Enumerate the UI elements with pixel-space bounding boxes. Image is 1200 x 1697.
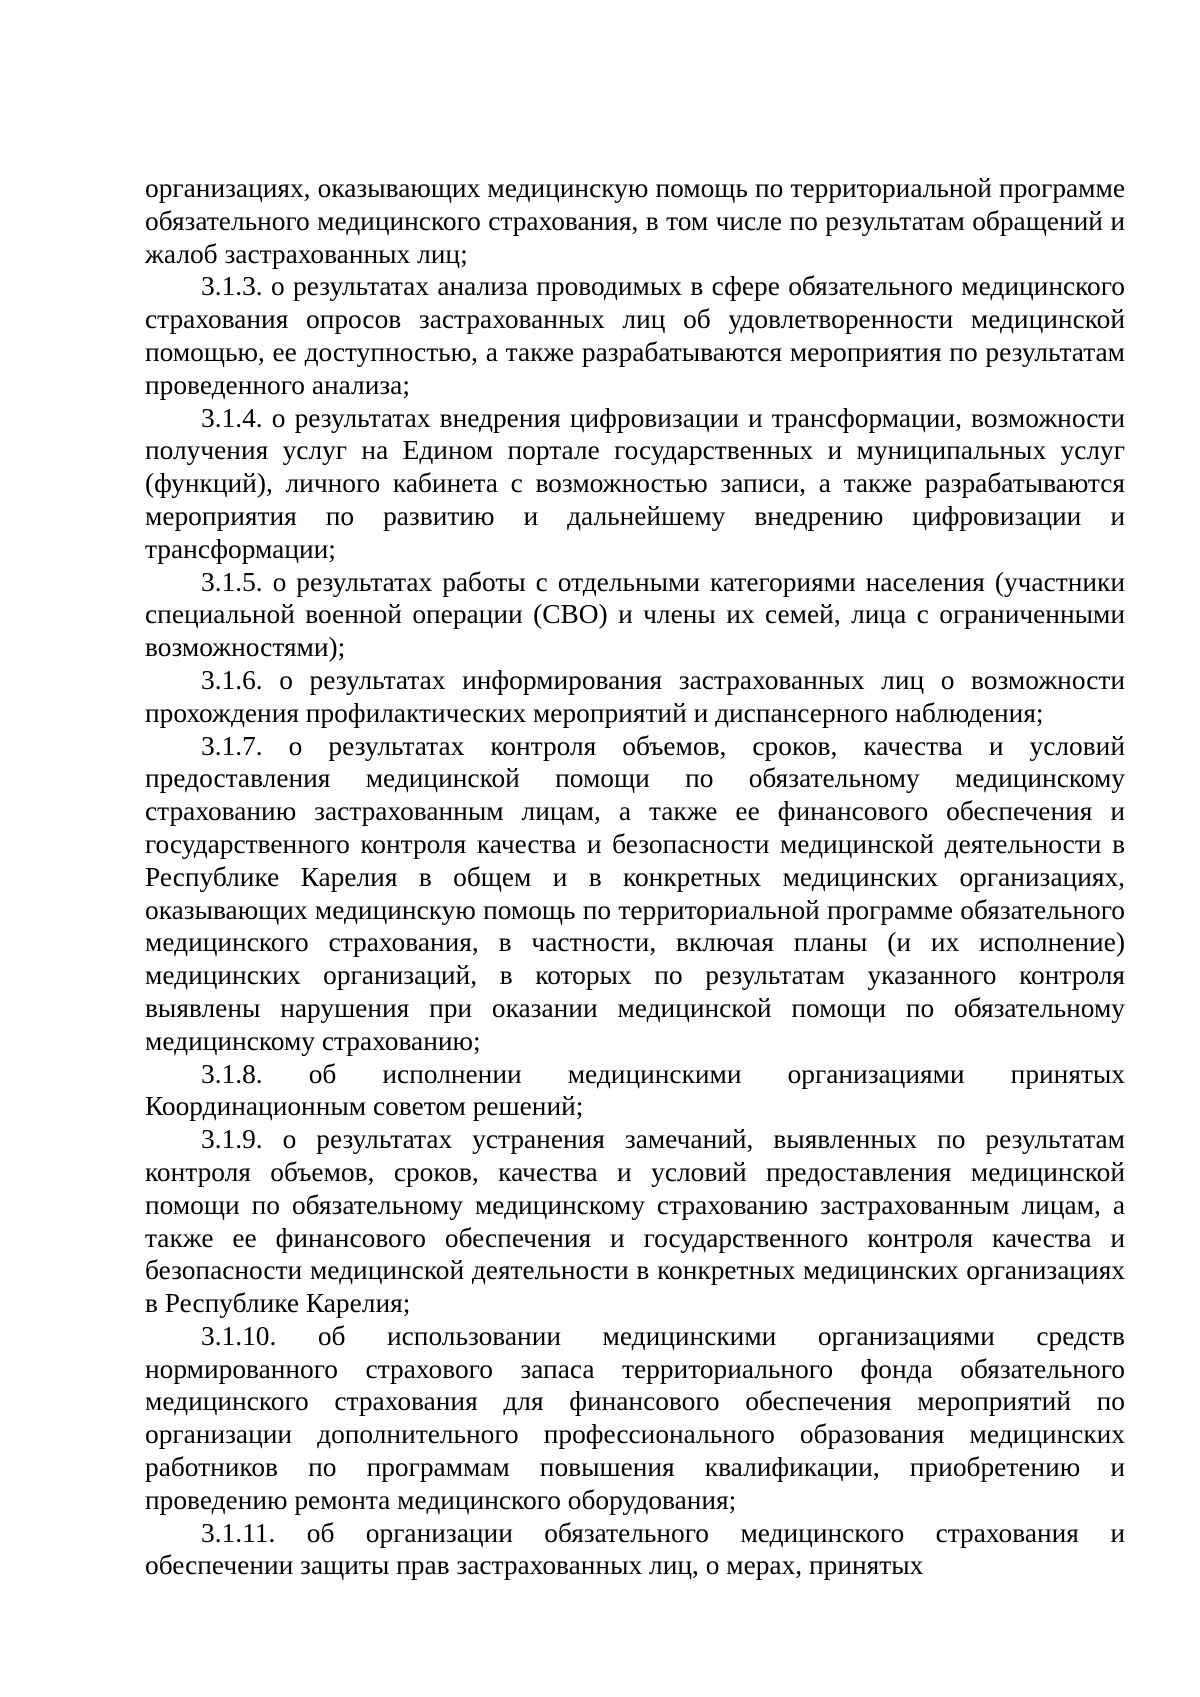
paragraph-3-1-10: 3.1.10. об использовании медицинскими организациями средств нормированного страхового запаса территориального фонда обязательного медицинского страхования для финансового обеспечения мероприятий по организации дополнительного профессионального образования медицинских работников по программам повышения квалификации, приобретению и проведению ремонта медицинского оборудования;: [145, 1320, 1125, 1515]
paragraph-3-1-6: 3.1.6. о результатах информирования застрахованных лиц о возможности прохождения профилактических мероприятий и диспансерного наблюдения;: [145, 664, 1125, 728]
paragraph-3-1-7: 3.1.7. о результатах контроля объемов, сроков, качества и условий предоставления медицинской помощи по обязательному медицинскому страхованию застрахованным лицам, а также ее финансового обеспечения и государственного контроля качества и безопасности медицинской деятельности в Республике Карелия в общем и в конкретных медицинских организациях, оказывающих медицинскую помощь по территориальной программе обязательного медицинского страхования, в частности, включая планы (и их исполнение) медицинских организаций, в которых по результатам указанного контроля выявлены нарушения при оказании медицинской помощи по обязательному медицинскому страхованию;: [145, 730, 1125, 1056]
paragraph-3-1-3: 3.1.3. о результатах анализа проводимых в сфере обязательного медицинского страхования опросов застрахованных лиц об удовлетворенности медицинской помощью, ее доступностью, а также разрабатываются мероприятия по результатам проведенного анализа;: [145, 271, 1125, 400]
paragraph-3-1-5: 3.1.5. о результатах работы с отдельными категориями населения (участники специальной военной операции (СВО) и члены их семей, лица с ограниченными возможностями);: [145, 566, 1125, 663]
paragraph-3-1-11: 3.1.11. об организации обязательного медицинского страхования и обеспечении защиты прав застрахованных лиц, о мерах, принятых: [145, 1517, 1125, 1581]
paragraph-3-1-4: 3.1.4. о результатах внедрения цифровизации и трансформации, возможности получения услуг на Едином портале государственных и муниципальных услуг (функций), личного кабинета с возможностью записи, а также разрабатываются мероприятия по развитию и дальнейшему внедрению цифровизации и трансформации;: [145, 402, 1125, 564]
paragraph-continuation: организациях, оказывающих медицинскую помощь по территориальной программе обязательного медицинского страхования, в том числе по результатам обращений и жалоб застрахованных лиц;: [145, 173, 1125, 269]
document-body: [145, 172, 1125, 1582]
paragraph-3-1-9: 3.1.9. о результатах устранения замечаний, выявленных по результатам контроля объемов, сроков, качества и условий предоставления медицинской помощи по обязательному медицинскому страхованию застрахованным лицам, а также ее финансового обеспечения и государственного контроля качества и безопасности медицинской деятельности в конкретных медицинских организациях в Республике Карелия;: [145, 1124, 1125, 1319]
paragraph-3-1-8: 3.1.8. об исполнении медицинскими организациями принятых Координационным советом решений;: [145, 1058, 1125, 1122]
